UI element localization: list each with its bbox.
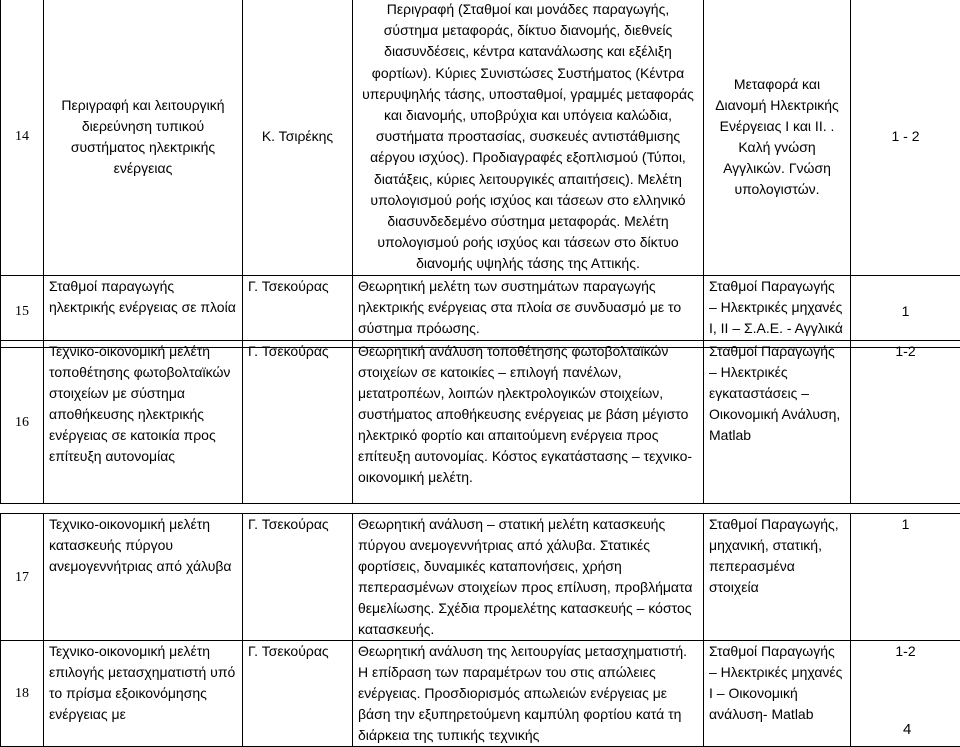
prerequisites: Σταθμοί Παραγωγής – Ηλεκτρικές μηχανές Ι – Οικονομική ανάλυση- Matlab [704,641,851,747]
prerequisites: Σταθμοί Παραγωγής – Ηλεκτρικές μηχανές Ι, ΙΙ – Σ.Α.Ε. - Αγγλικά [704,275,851,347]
thesis-description: Περιγραφή (Σταθμοί και μονάδες παραγωγής, σύστημα μεταφοράς, δίκτυο διανομής, διεθνείς διασυνδέσεις, κέντρα κατανάλωσης και εξέλιξη φορτίων). Κύριες Συνιστώσες Συστήματος (Κέντρα υπερυψηλής τάσης, υποσταθμοί, γραμμές μεταφοράς και διανομής, υποβρύχια και υπόγεια καλώδια, συστήματα προστασίας, συσκευές αντιστάθμισης αέργου ισχύος). Προδιαγραφές εξοπλισμού (Τύποι, διατάξεις, κύριες λειτουργικές απαιτήσεις). Μελέτη υπολογισμού ροής ισχύος και τάσεων στο ελληνικό διασυνδεδεμένο σύστημα μεταφοράς. Μελέτη υπολογισμού ροής ισχύος και τάσεων στο δίκτυο διανομής υψηλής τάσης της Αττικής. [353,0,704,275]
row-number: 15 [1,275,44,347]
supervisor: Γ. Τσεκούρας [243,641,353,747]
supervisor: Γ. Τσεκούρας [243,275,353,347]
thesis-table-top [0,0,960,348]
student-count: 1 [851,514,960,641]
supervisor: Γ. Τσεκούρας [243,514,353,641]
table-row [1,0,960,275]
thesis-title: Τεχνικο-οικονομική μελέτη κατασκευής πύργου ανεμογεννήτριας από χάλυβα [44,514,243,641]
table-row [1,275,960,347]
thesis-title: Τεχνικο-οικονομική μελέτη επιλογής μετασχηματιστή υπό το πρίσμα εξοικονόμησης ενέργειας με [44,641,243,747]
thesis-description: Θεωρητική ανάλυση – στατική μελέτη κατασκευής πύργου ανεμογεννήτριας από χάλυβα. Στατικές φορτίσεις, δυναμικές καταπονήσεις, χρήση πεπερασμένων στοιχείων προς επίλυση, προβλήματα θεμελίωσης. Σχέδια προμελέτης κατασκευής – κόστος κατασκευής. [353,514,704,641]
thesis-description: Θεωρητική ανάλυση της λειτουργίας μετασχηματιστή. Η επίδραση των παραμέτρων του στις απώλειες ενέργειας. Προσδιορισμός απωλειών ενέργειας με βάση την εξυπηρετούμενη καμπύλη φορτίου κατά τη διάρκεια της τυπικής τεχνικής [353,641,704,747]
thesis-table-bottom [0,513,960,747]
row-number: 16 [1,341,44,504]
thesis-title: Τεχνικο-οικονομική μελέτη τοποθέτησης φωτοβολταϊκών στοιχείων με σύστημα αποθήκευσης ηλεκτρικής ενέργειας σε κατοικία προς επίτευξη αυτονομίας [44,341,243,504]
row-number: 14 [1,0,44,275]
row-number: 18 [1,641,44,747]
thesis-description: Θεωρητική ανάλυση τοποθέτησης φωτοβολταϊκών στοιχείων σε κατοικίες – επιλογή πανέλων, μετατροπέων, λοιπών ηλεκτρολογικών στοιχείων, συστήματος αποθήκευσης ενέργειας με βάση μέγιστο ηλεκτρικό φορτίο και απαιτούμενη ενέργεια προς επίτευξη αυτονομίας. Κόστος εγκατάστασης – τεχνικο-οικονομική μελέτη. [353,341,704,504]
thesis-title: Σταθμοί παραγωγής ηλεκτρικής ενέργειας σε πλοία [44,275,243,347]
student-count: 1 [851,275,960,347]
prerequisites: Μεταφορά και Διανομή Ηλεκτρικής Ενέργειας Ι και ΙΙ. . Καλή γνώση Αγγλικών. Γνώση υπολογιστών. [704,0,851,275]
thesis-table-middle [0,340,960,504]
thesis-description: Θεωρητική μελέτη των συστημάτων παραγωγής ηλεκτρικής ενέργειας στα πλοία σε συνδυασμό με το σύστημα πρόωσης. [353,275,704,347]
student-count: 1 - 2 [851,0,960,275]
table-row [1,341,960,504]
thesis-title: Περιγραφή και λειτουργική διερεύνηση τυπικού συστήματος ηλεκτρικής ενέργειας [44,0,243,275]
supervisor: Κ. Τσιρέκης [243,0,353,275]
student-count: 1-2 [851,341,960,504]
prerequisites: Σταθμοί Παραγωγής, μηχανική, στατική, πεπερασμένα στοιχεία [704,514,851,641]
table-row [1,514,960,641]
supervisor: Γ. Τσεκούρας [243,341,353,504]
table-row [1,641,960,747]
prerequisites: Σταθμοί Παραγωγής – Ηλεκτρικές εγκαταστάσεις – Οικονομική Ανάλυση, Matlab [704,341,851,504]
row-number: 17 [1,514,44,641]
student-count: 1-2 [851,641,960,747]
page-number: 4 [903,721,911,738]
